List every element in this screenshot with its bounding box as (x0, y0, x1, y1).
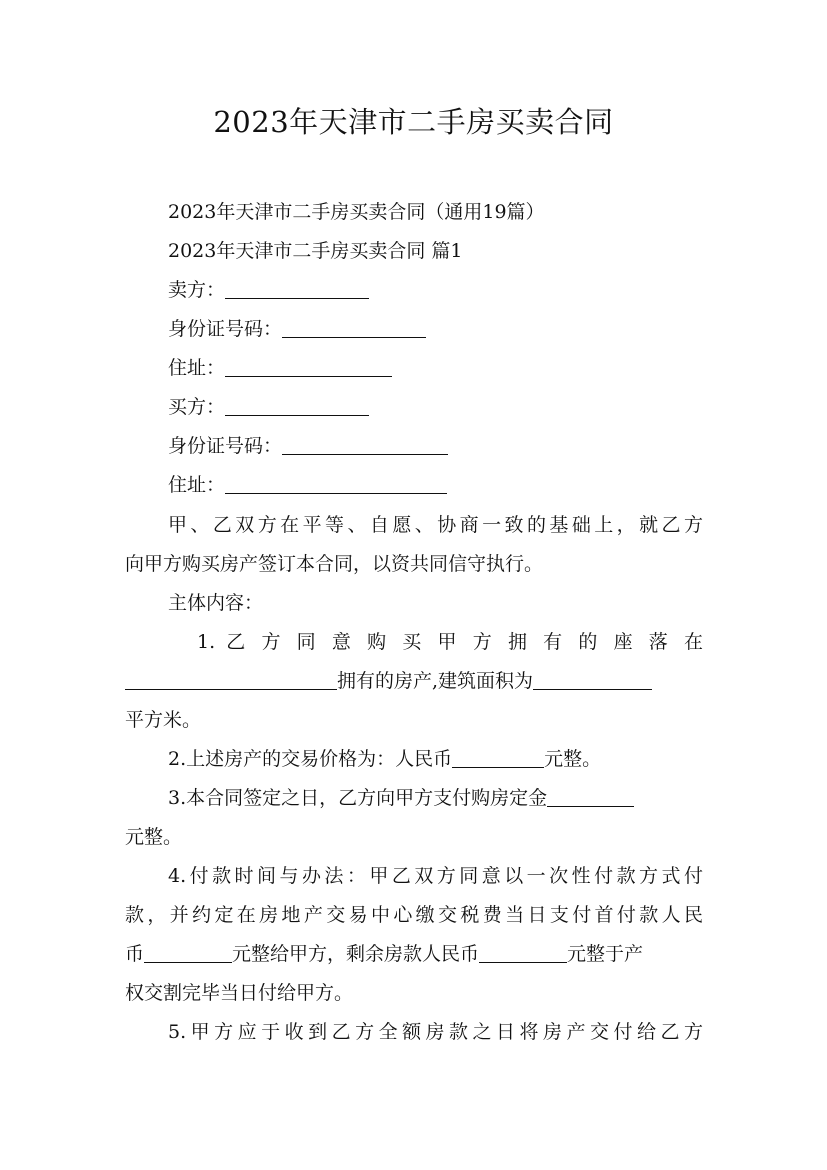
buyer-id-label: 身份证号码： (168, 435, 283, 457)
remaining-payment-blank (479, 942, 567, 963)
area-blank (533, 669, 652, 690)
seller-id-blank (282, 317, 426, 338)
buyer-address-label: 住址： (168, 474, 226, 496)
seller-address-blank (225, 356, 392, 377)
clause-4-line-4: 权交割完毕当日付给甲方。 (125, 982, 354, 1004)
clause-1-line-3: 平方米。 (125, 709, 202, 731)
clause-4-line-2: 款，并约定在房地产交易中心缴交税费当日支付首付款人民 (125, 904, 703, 926)
clause-4-part-a: 币 (125, 943, 145, 965)
buyer-label: 买方： (168, 396, 226, 418)
deposit-blank (547, 786, 634, 807)
clause-3-line-2: 元整。 (125, 826, 183, 848)
buyer-address-field (168, 472, 703, 498)
clause-4-part-b: 元整给甲方，剩余房款人民币 (232, 943, 480, 965)
document-subtitle: 2023年天津市二手房买卖合同（通用19篇） (168, 201, 545, 223)
seller-id-label: 身份证号码： (168, 318, 283, 340)
seller-address-field (168, 355, 703, 381)
clause-3-text: 3.本合同签定之日，乙方向甲方支付购房定金 (168, 787, 548, 809)
clause-5-line-1: 5.甲方应于收到乙方全额房款之日将房产交付给乙方 (168, 1021, 703, 1043)
first-payment-blank (144, 942, 232, 963)
clause-2-after: 元整。 (544, 748, 602, 770)
location-blank (125, 669, 337, 690)
buyer-blank (225, 395, 369, 416)
clause-1-line-2 (125, 668, 703, 694)
buyer-address-blank (225, 473, 447, 494)
clause-2-before: 2.上述房产的交易价格为：人民币 (168, 748, 453, 770)
seller-label: 卖方： (168, 279, 226, 301)
clause-3-line-1 (168, 785, 703, 811)
clause-1-mid: 拥有的房产,建筑面积为 (337, 670, 534, 692)
clause-4-line-1: 4.付款时间与办法：甲乙双方同意以一次性付款方式付 (168, 865, 703, 887)
seller-address-label: 住址： (168, 357, 226, 379)
price-blank (452, 747, 544, 768)
clause-2 (168, 746, 703, 772)
clause-1-line-1: 1. 乙 方 同 意 购 买 甲 方 拥 有 的 座 落 在 (197, 631, 703, 653)
seller-blank (225, 278, 369, 299)
seller-field (168, 277, 703, 303)
buyer-field (168, 394, 703, 420)
section-heading: 2023年天津市二手房买卖合同 篇1 (168, 240, 463, 262)
intro-line-2: 向甲方购买房产签订本合同，以资共同信守执行。 (125, 553, 544, 575)
clause-4-line-3 (125, 941, 703, 967)
document-title: 2023年天津市二手房买卖合同 (213, 105, 614, 139)
main-content-label: 主体内容： (168, 592, 264, 614)
clause-4-part-c: 元整于产 (567, 943, 644, 965)
intro-line-1: 甲、乙双方在平等、自愿、协商一致的基础上，就乙方 (168, 514, 703, 536)
seller-id-field (168, 316, 703, 342)
buyer-id-field (168, 433, 703, 459)
buyer-id-blank (282, 434, 448, 455)
